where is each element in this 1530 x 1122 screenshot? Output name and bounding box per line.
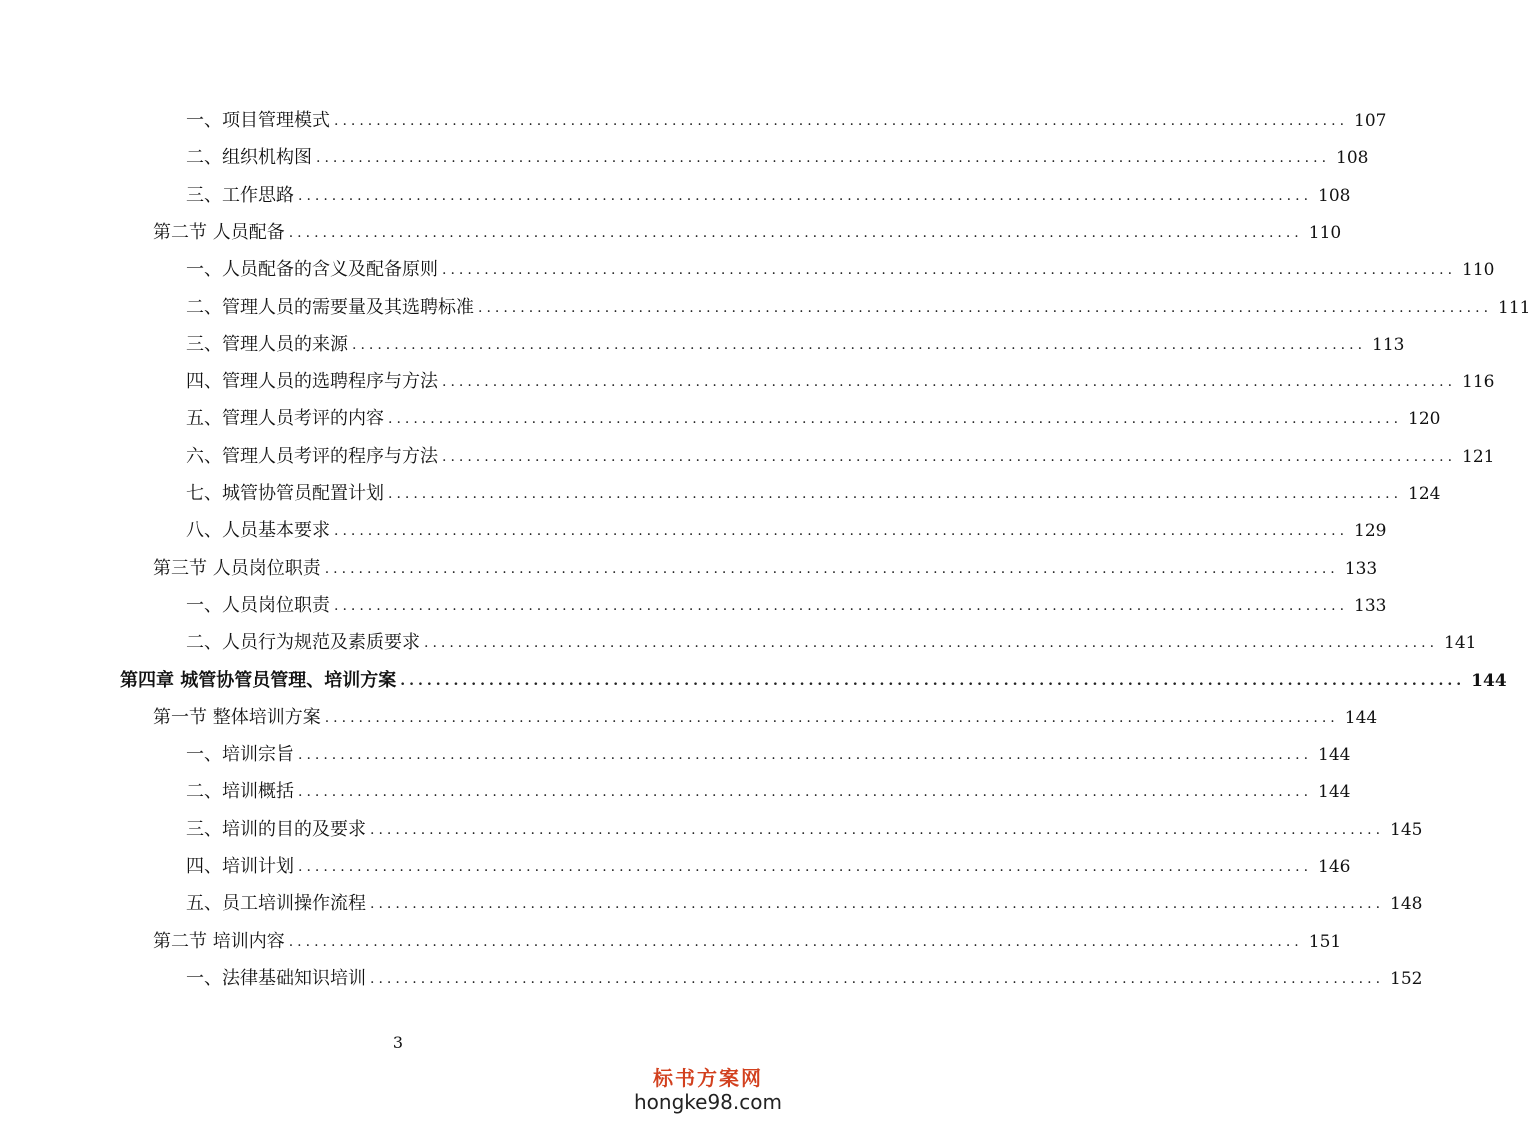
toc-dot-leader: ........................................................................................................................ [334, 598, 1349, 614]
toc-entry [186, 181, 1351, 207]
toc-entry [186, 479, 1441, 505]
toc-entry-page: 120 [1408, 409, 1441, 429]
toc-dot-leader: ........................................................................................................................ [324, 561, 1339, 577]
toc-entry-label: 第四章 城管协管员管理、培训方案 [120, 670, 397, 691]
toc-entry [153, 927, 1342, 953]
toc-dot-leader: ........................................................................................................................ [388, 411, 1403, 427]
toc-entry [186, 964, 1423, 990]
toc-dot-leader: ........................................................................................................................ [334, 113, 1349, 129]
toc-entry-page: 110 [1308, 223, 1342, 243]
toc-entry-label: 二、组织机构图 [186, 147, 312, 168]
toc-entry-label: 四、管理人员的选聘程序与方法 [186, 371, 438, 392]
toc-entry [120, 666, 1507, 692]
toc-entry-page: 144 [1318, 745, 1351, 765]
toc-entry-label: 第二节 培训内容 [153, 931, 285, 952]
toc-entry-label: 三、培训的目的及要求 [186, 819, 366, 840]
watermark-name: 标书方案网 [653, 1066, 763, 1090]
toc-entry-page: 111 [1498, 298, 1530, 318]
toc-entry-page: 133 [1354, 596, 1387, 616]
toc-entry [186, 740, 1351, 766]
toc-entry [186, 516, 1387, 542]
toc-entry-page: 144 [1318, 782, 1351, 802]
toc-entry-page: 145 [1390, 820, 1423, 840]
toc-entry-label: 三、管理人员的来源 [186, 334, 348, 355]
toc-entry [153, 703, 1378, 729]
toc-dot-leader: ........................................................................................................................ [442, 449, 1457, 465]
toc-dot-leader: ........................................................................................................................ [424, 635, 1439, 651]
toc-entry [186, 777, 1351, 803]
toc-entry-page: 121 [1462, 447, 1495, 467]
toc-dot-leader: ........................................................................................................................ [370, 896, 1385, 912]
toc-entry-page: 141 [1444, 633, 1477, 653]
toc-entry-label: 一、人员岗位职责 [186, 595, 330, 616]
toc-entry-label: 第一节 整体培训方案 [153, 707, 321, 728]
toc-entry-label: 五、员工培训操作流程 [186, 893, 366, 914]
toc-entry [186, 815, 1423, 841]
toc-entry [186, 330, 1405, 356]
toc-dot-leader: ........................................................................................................................ [298, 859, 1313, 875]
toc-dot-leader: ........................................................................................................................ [370, 822, 1385, 838]
toc-dot-leader: ........................................................................................................................ [298, 188, 1313, 204]
toc-dot-leader: ........................................................................................................................ [478, 300, 1493, 316]
toc-dot-leader: ........................................................................................................................ [370, 971, 1385, 987]
toc-entry [186, 143, 1369, 169]
toc-entry [186, 889, 1423, 915]
toc-dot-leader: ........................................................................................................................ [352, 337, 1367, 353]
toc-dot-leader: ........................................................................................................................ [388, 486, 1403, 502]
toc-entry [186, 106, 1387, 132]
toc-entry-label: 第三节 人员岗位职责 [153, 558, 321, 579]
toc-entry-page: 129 [1354, 521, 1387, 541]
toc-entry-label: 六、管理人员考评的程序与方法 [186, 446, 438, 467]
toc-entry-page: 110 [1462, 260, 1495, 280]
toc-entry [186, 442, 1495, 468]
toc-dot-leader: ........................................................................................................................ [298, 784, 1313, 800]
toc-dot-leader: ........................................................................................................................ [288, 934, 1303, 950]
toc-entry-label: 二、培训概括 [186, 781, 294, 802]
toc-entry-page: 107 [1354, 111, 1387, 131]
toc-dot-leader: ........................................................................................................................ [298, 747, 1313, 763]
toc-entry-page: 144 [1344, 708, 1378, 728]
toc-dot-leader: ........................................................................................................................ [400, 673, 1466, 689]
toc-dot-leader: ........................................................................................................................ [324, 710, 1339, 726]
toc-dot-leader: ........................................................................................................................ [316, 150, 1331, 166]
toc-entry-page: 108 [1336, 148, 1369, 168]
toc-dot-leader: ........................................................................................................................ [334, 523, 1349, 539]
toc-entry-page: 108 [1318, 186, 1351, 206]
toc-entry-page: 116 [1462, 372, 1495, 392]
toc-entry-label: 三、工作思路 [186, 185, 294, 206]
toc-entry-label: 四、培训计划 [186, 856, 294, 877]
toc-entry-label: 二、管理人员的需要量及其选聘标准 [186, 297, 474, 318]
toc-entry [153, 218, 1342, 244]
toc-entry [153, 554, 1378, 580]
toc-entry-label: 八、人员基本要求 [186, 520, 330, 541]
toc-entry-page: 113 [1372, 335, 1405, 355]
toc-entry-label: 第二节 人员配备 [153, 222, 285, 243]
toc-dot-leader: ........................................................................................................................ [442, 374, 1457, 390]
watermark-url: hongke98.com [634, 1090, 782, 1114]
toc-entry-label: 一、法律基础知识培训 [186, 968, 366, 989]
toc-entry-page: 133 [1344, 559, 1378, 579]
toc-entry [186, 367, 1495, 393]
toc-entry-label: 五、管理人员考评的内容 [186, 408, 384, 429]
toc-entry-label: 七、城管协管员配置计划 [186, 483, 384, 504]
toc-entry-page: 124 [1408, 484, 1441, 504]
toc-entry [186, 293, 1530, 319]
toc-entry-page: 148 [1390, 894, 1423, 914]
page-number: 3 [392, 1033, 404, 1052]
toc-entry [186, 255, 1495, 281]
toc-entry-label: 一、培训宗旨 [186, 744, 294, 765]
toc-entry-page: 152 [1390, 969, 1423, 989]
toc-entry-label: 一、项目管理模式 [186, 110, 330, 131]
site-watermark [633, 1066, 783, 1114]
toc-entry-label: 一、人员配备的含义及配备原则 [186, 259, 438, 280]
toc-entry [186, 591, 1387, 617]
toc-dot-leader: ........................................................................................................................ [288, 225, 1303, 241]
toc-entry [186, 852, 1351, 878]
toc-entry-page: 144 [1471, 671, 1507, 691]
toc-entry-page: 146 [1318, 857, 1351, 877]
toc-entry [186, 404, 1441, 430]
toc-entry [186, 628, 1477, 654]
toc-entry-label: 二、人员行为规范及素质要求 [186, 632, 420, 653]
toc-entry-page: 151 [1308, 932, 1342, 952]
toc-dot-leader: ........................................................................................................................ [442, 262, 1457, 278]
